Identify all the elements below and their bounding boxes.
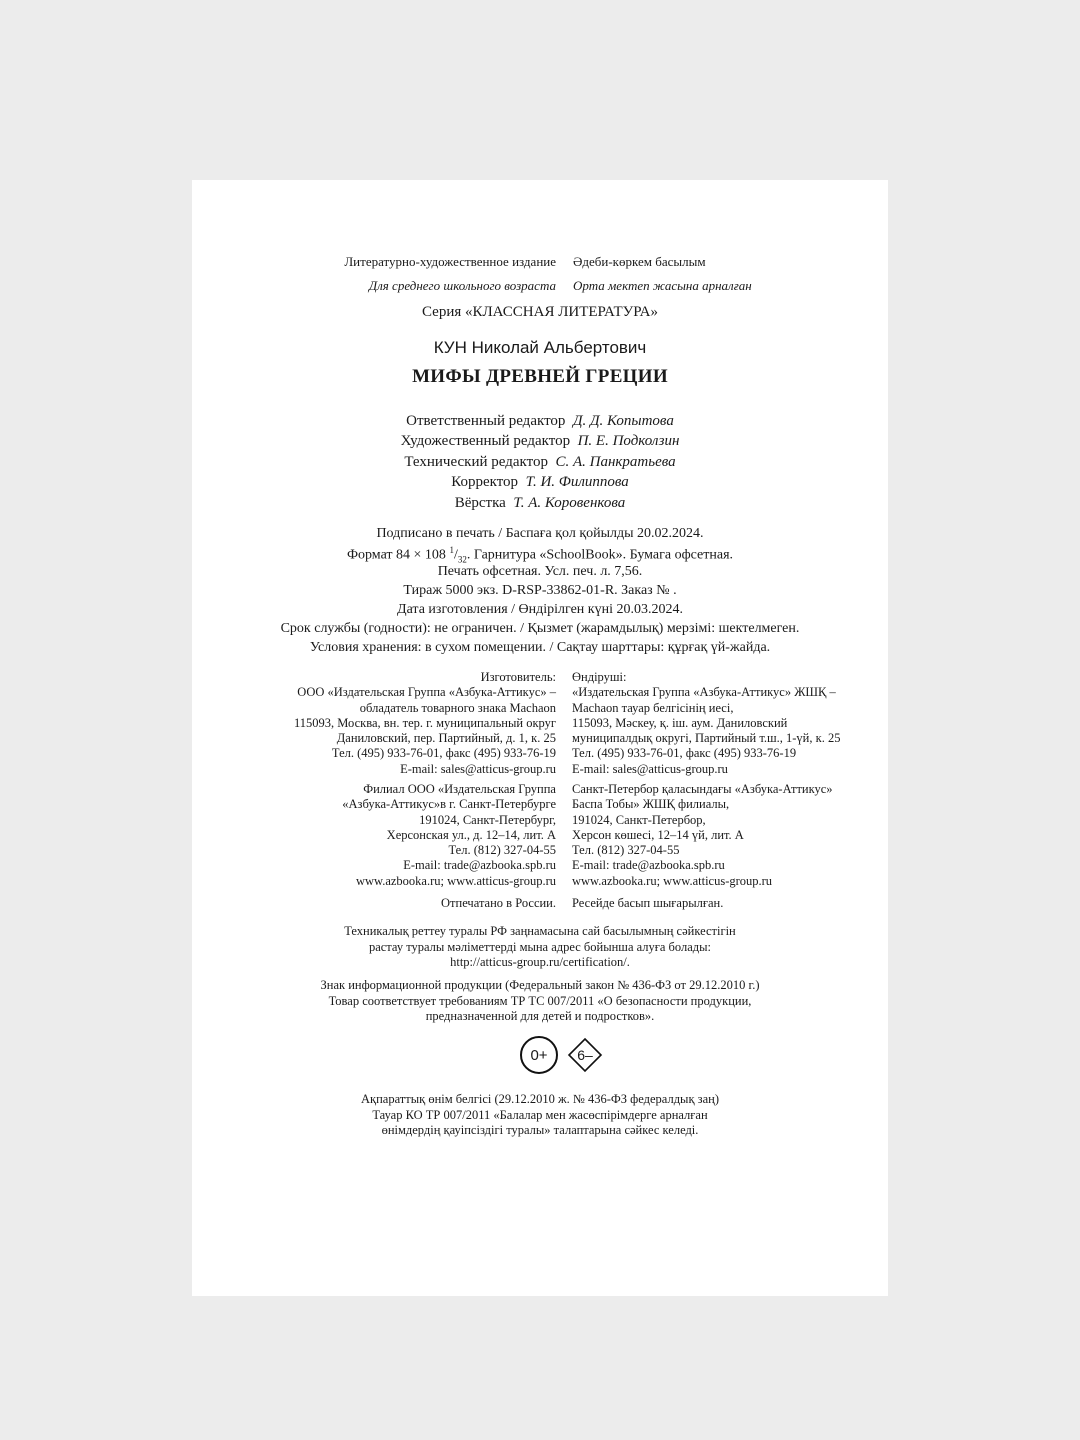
printed-in-kz: Ресейде басып шығарылған.: [572, 896, 724, 910]
credit-role: Технический редактор: [404, 454, 548, 470]
credit-role: Ответственный редактор: [406, 413, 566, 429]
text-line: өнімдердің қауіпсіздігі туралы» талаптарына сәйкес келеді.: [381, 1123, 699, 1137]
text-line: Machaon тауар белгісінің иесі,: [572, 700, 734, 715]
age-rating-diamond-label: 6–: [577, 1047, 593, 1063]
text-line: Тел. (812) 327-04-55: [572, 843, 680, 858]
format-frac-num: 1: [449, 545, 454, 555]
run-line: Тираж 5000 экз. D-RSP-33862-01-R. Заказ № .: [403, 583, 677, 598]
audience-ru: Для среднего школьного возраста: [368, 278, 556, 293]
branch-kz: [572, 782, 833, 889]
made-date: Дата изготовления / Өндірілген күні 20.03.2024.: [397, 602, 683, 617]
credit-person: Т. А. Коровенкова: [513, 495, 626, 511]
printed-in-ru: Отпечатано в России.: [441, 896, 556, 910]
age-rating-circle-label: 0+: [530, 1046, 548, 1064]
text-line: растау туралы мәліметтерді мына адрес бойынша алуға болады:: [368, 939, 712, 954]
text-line: 191024, Санкт-Петербор,: [572, 812, 706, 827]
text-line: муниципалдық округі, Партийный т.ш., 1-үй, к. 25: [572, 731, 841, 746]
text-line: http://atticus-group.ru/certification/.: [450, 955, 630, 969]
credit-person: Д. Д. Копытова: [572, 413, 674, 429]
tech-regulation: [192, 924, 888, 971]
text-line: предназначенной для детей и подростков».: [425, 1009, 655, 1023]
credit-line: [192, 413, 888, 430]
text-line: Филиал ООО «Издательская Группа: [363, 782, 556, 796]
text-line: www.azbooka.ru; www.atticus-group.ru: [572, 873, 773, 888]
printing-line: Печать офсетная. Усл. печ. л. 7,56.: [437, 564, 643, 579]
text-line: Техникалық реттеу туралы РФ заңнамасына сай басылымның сәйкестігін: [344, 924, 736, 938]
age-rating-diamond-icon: [567, 1037, 603, 1073]
text-line: обладатель товарного знака Machaon: [359, 700, 556, 715]
text-line: ООО «Издательская Группа «Азбука-Аттикус» –: [297, 685, 556, 700]
text-line: Знак информационной продукции (Федеральный закон № 436-ФЗ от 29.12.2010 г.): [320, 978, 760, 992]
audience-kz: Орта мектеп жасына арналған: [573, 278, 752, 293]
text-line: «Издательская Группа «Азбука-Аттикус» ЖШҚ –: [572, 685, 836, 700]
credit-person: Т. И. Филиппова: [525, 474, 629, 490]
text-line: Санкт-Петербор қаласындағы «Азбука-Аттикус»: [572, 782, 833, 796]
author-name: КУН Николай Альбертович: [433, 338, 647, 357]
text-line: Товар соответствует требованиям ТР ТС 007/2011 «О безопасности продукции,: [328, 993, 752, 1008]
text-line: Изготовитель:: [480, 670, 556, 684]
credit-role: Вёрстка: [454, 495, 506, 511]
text-line: 115093, Мәскеу, қ. іш. аум. Даниловский: [572, 715, 788, 730]
credit-person: С. А. Панкратьева: [555, 454, 676, 470]
text-line: E-mail: sales@atticus-group.ru: [572, 761, 728, 776]
text-line: 191024, Санкт-Петербург,: [419, 812, 556, 827]
manufacturer-kz: [572, 670, 840, 777]
signed-date: Подписано в печать / Баспаға қол қойылды 20.02.2024.: [376, 526, 704, 541]
text-line: www.azbooka.ru; www.atticus-group.ru: [355, 873, 556, 888]
info-sign-ru: [192, 978, 888, 1025]
branch-ru: [192, 782, 556, 889]
format-prefix: Формат 84 × 108: [346, 547, 446, 563]
edition-type-ru: Литературно-художественное издание: [344, 254, 556, 269]
format-frac-den: 32: [457, 554, 467, 565]
edition-type-kz: Әдеби-көркем басылым: [573, 254, 706, 269]
series-label: Серия «КЛАССНАЯ ЛИТЕРАТУРА»: [421, 304, 659, 320]
text-line: Тауар КО ТР 007/2011 «Балалар мен жасөспірімдерге арналған: [372, 1107, 708, 1122]
credit-role: Корректор: [451, 474, 519, 490]
manufacturer-ru: [192, 670, 556, 777]
text-line: Ақпараттық өнім белгісі (29.12.2010 ж. № 436-ФЗ федералдық заң): [361, 1092, 719, 1106]
text-line: Тел. (812) 327-04-55: [448, 843, 556, 858]
text-line: «Азбука-Аттикус»в г. Санкт-Петербурге: [342, 797, 556, 812]
text-line: Даниловский, пер. Партийный, д. 1, к. 25: [336, 731, 556, 746]
text-line: Херсонская ул., д. 12–14, лит. А: [386, 827, 556, 842]
book-title: МИФЫ ДРЕВНЕЙ ГРЕЦИИ: [412, 366, 668, 387]
credit-role: Художественный редактор: [400, 433, 571, 449]
text-line: E-mail: trade@azbooka.spb.ru: [572, 858, 725, 873]
credit-person: П. Е. Подколзин: [577, 433, 680, 449]
imprint-page: [192, 180, 888, 1296]
format-line: Формат 84 × 108 $^1/_{32}$. Гарнитура «SchoolBook». Бумага офсетная.: [346, 545, 734, 565]
text-line: Тел. (495) 933-76-01, факс (495) 933-76-19: [572, 746, 797, 761]
credit-line: [192, 433, 888, 450]
age-rating-circle-icon: [520, 1036, 558, 1074]
text-line: Өндіруші:: [572, 670, 627, 684]
text-line: E-mail: sales@atticus-group.ru: [400, 761, 556, 776]
text-line: 115093, Москва, вн. тер. г. муниципальный округ: [293, 715, 556, 730]
text-line: E-mail: trade@azbooka.spb.ru: [403, 858, 556, 873]
text-line: Баспа Тобы» ЖШҚ филиалы,: [572, 797, 730, 812]
service-life: Срок службы (годности): не ограничен. / Қызмет (жарамдылық) мерзімі: шектелмеген.: [280, 621, 800, 636]
storage-conditions: Условия хранения: в сухом помещении. / Сақтау шарттары: құрғақ үй-жайда.: [309, 640, 771, 655]
credit-line: [192, 474, 888, 491]
credit-line: [192, 495, 888, 512]
format-suffix: . Гарнитура «SchoolBook». Бумага офсетная.: [466, 547, 734, 563]
info-sign-kz: [192, 1092, 888, 1139]
text-line: Херсон көшесі, 12–14 үй, лит. А: [572, 827, 744, 842]
text-line: Тел. (495) 933-76-01, факс (495) 933-76-19: [331, 746, 556, 761]
credit-line: [192, 454, 888, 471]
